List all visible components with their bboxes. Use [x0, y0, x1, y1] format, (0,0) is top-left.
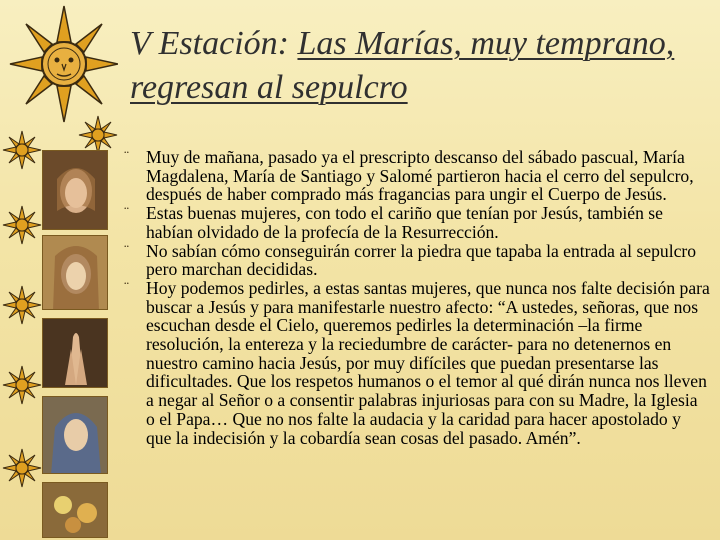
bullet-text: Muy de mañana, pasado ya el prescripto descanso del sábado pascual, María Magdalena, María de Santiago y Salomé partieron hacia el cerro del sepulcro, después de haber comprado más fragancias para ungir el Cuerpo de Jesús. [146, 147, 694, 205]
sun-icon [78, 115, 118, 155]
list-item [124, 204, 710, 241]
bullet-icon: ¨ [124, 279, 129, 296]
bullet-icon: ¨ [124, 149, 129, 165]
sun-icon [2, 205, 42, 245]
virgin-mary-icon [42, 396, 108, 474]
bullet-icon: ¨ [124, 242, 129, 259]
sun-icon [2, 448, 42, 488]
list-item [124, 279, 710, 447]
bullet-text: Hoy podemos pedirles, a estas santas mujeres, que nunca nos falte decisión para buscar a Jesús y para manifestarle nuestro afecto: “A ustedes, señoras, que nos escuchan desde el Cielo, queremos pedirles la determinación –la firme resolución, la entereza y la reciedumbre de carácter- para no detenernos en nuestro camino hacia Jesús, por muy difíciles que puedan presentarse las dificultades. Que los respetos humanos o el temor al qué dirán nunca nos lleven a negar al Señor o a consentir palabras injuriosas para con su Madre, la Iglesia o el Papa… Que no nos falte la audacia y la caridad para hacer apostolado y que la indecisión y la cobardía sean cosas del pasado. Amén”. [146, 277, 710, 448]
sun-icon [2, 285, 42, 325]
list-item [124, 242, 710, 279]
title-main: Las Marías, muy temprano, regresan al sepulcro [130, 25, 675, 106]
bullet-icon: ¨ [124, 205, 129, 222]
sun-icon [2, 365, 42, 405]
bullet-text: No sabían cómo conseguirán correr la piedra que tapaba la entrada al sepulcro pero marchan decididas. [146, 240, 697, 280]
slide-title [130, 22, 710, 110]
title-prefix: V Estación: [130, 25, 298, 62]
flowers-icon [42, 482, 108, 538]
bullet-text: Estas buenas mujeres, con todo el cariño que tenían por Jesús, también se habían olvidado de la profecía de la Resurrección. [146, 203, 663, 242]
angel-face-icon [42, 150, 108, 230]
sun-icon [2, 130, 42, 170]
woman-face-icon [42, 235, 108, 310]
bullet-list [124, 148, 710, 447]
praying-hands-icon [42, 318, 108, 388]
list-item [124, 148, 710, 204]
sun-face-icon [6, 4, 118, 124]
decorative-border [0, 0, 122, 540]
